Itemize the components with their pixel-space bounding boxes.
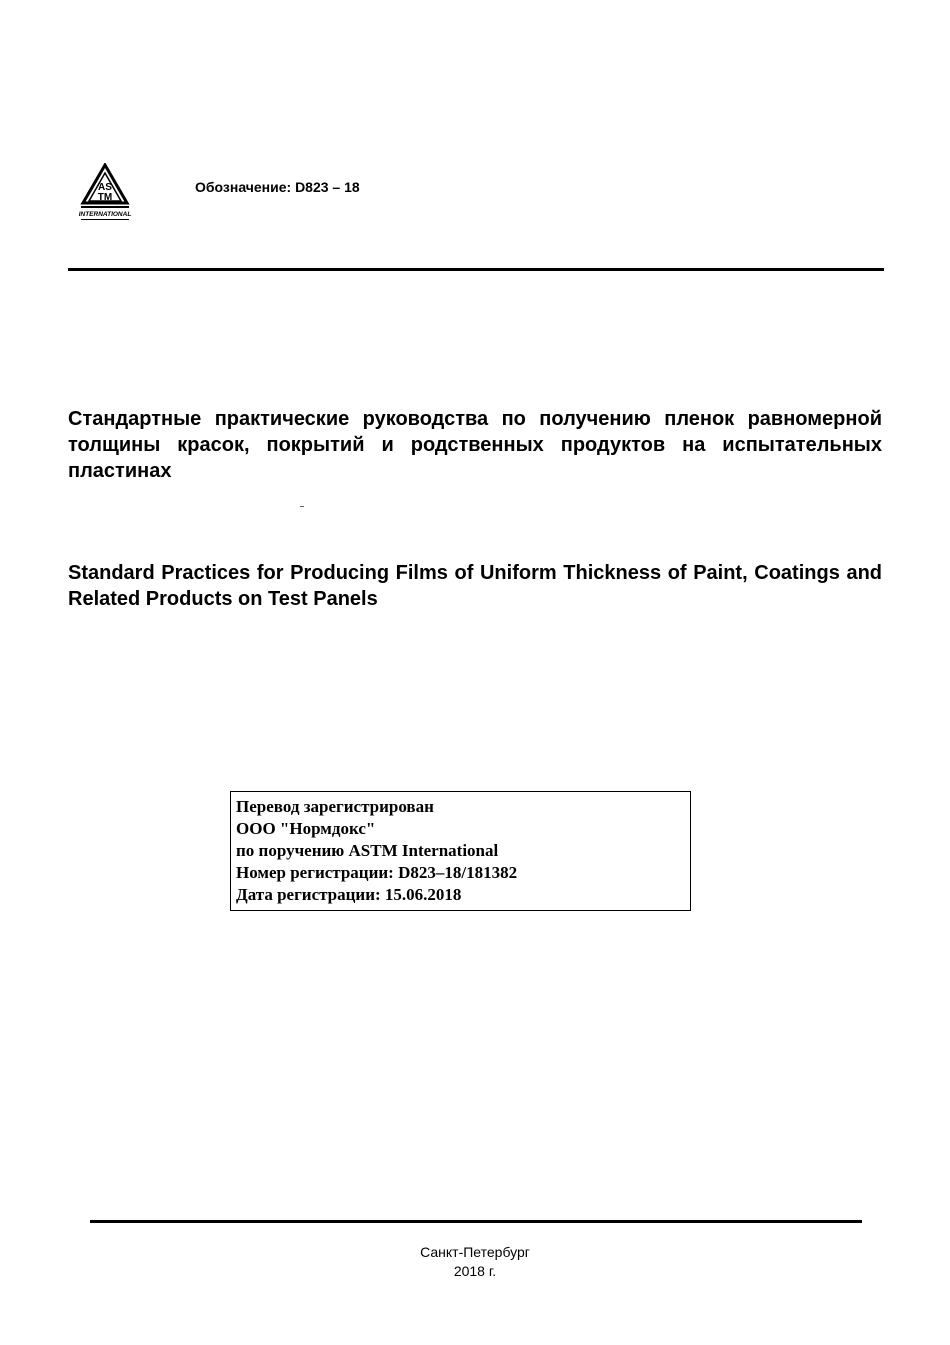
- registration-line-2: ООО "Нормдокс": [236, 819, 376, 838]
- title-english: Standard Practices for Producing Films of Uniform Thickness of Paint, Coatings and Related Products on Test Panels: [68, 562, 882, 610]
- registration-box: [230, 791, 691, 911]
- footer-city: Санкт-Петербург: [420, 1244, 530, 1260]
- top-divider: [68, 268, 884, 271]
- registration-line-1: Перевод зарегистрирован: [236, 797, 434, 816]
- registration-number: Номер регистрации: D823–18/181382: [236, 863, 518, 882]
- footer-year: 2018 г.: [453, 1263, 497, 1279]
- separator-mark: [300, 506, 304, 507]
- logo-label: INTERNATIONAL: [78, 211, 132, 218]
- svg-text:TM: TM: [97, 192, 113, 203]
- svg-text:AS: AS: [98, 182, 112, 193]
- registration-line-3: по поручению ASTM International: [236, 841, 499, 860]
- document-designation: Обозначение: D823 – 18: [195, 179, 360, 195]
- registration-date: Дата регистрации: 15.06.2018: [236, 885, 462, 904]
- title-russian: Стандартные практические руководства по получению пленок равномерной толщины красок, покрытий и родственных продуктов на испытательных пластинах: [68, 408, 882, 482]
- astm-logo-icon: [78, 163, 132, 223]
- footer: [0, 1243, 950, 1281]
- bottom-divider: [90, 1220, 862, 1223]
